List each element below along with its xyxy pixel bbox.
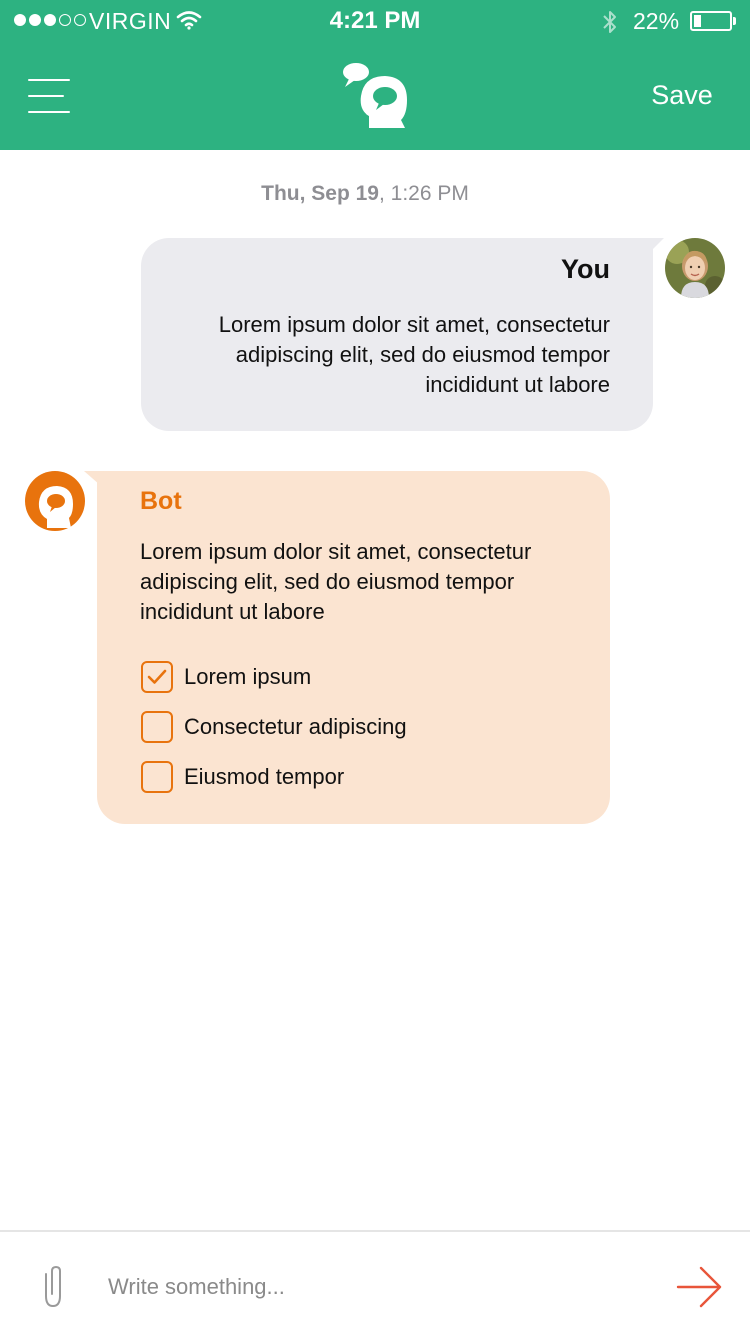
battery-tip [733, 17, 736, 25]
message-input[interactable] [108, 1266, 648, 1308]
menu-line [28, 111, 70, 113]
checkmark-icon [143, 663, 171, 691]
save-button[interactable]: Save [651, 80, 713, 110]
bot-message-bubble [97, 471, 610, 824]
message-text: Lorem ipsum dolor sit amet, consectetur adipiscing elit, sed do eiusmod tempor incididunt ut labore [140, 539, 532, 624]
chat-date-stamp [0, 182, 730, 206]
option-label: Lorem ipsum [184, 664, 312, 689]
menu-line [28, 79, 70, 81]
user-avatar[interactable] [665, 238, 725, 298]
bubble-tail [636, 238, 666, 262]
option-label: Consectetur adipiscing [184, 714, 407, 739]
head-speech-bubble-logo [339, 58, 411, 130]
composer-divider [0, 1230, 750, 1232]
battery-level [694, 15, 701, 27]
option-label: Eiusmod tempor [184, 764, 345, 789]
checkbox-unchecked[interactable] [141, 761, 173, 793]
message-sender: Bot [140, 487, 182, 515]
checkbox-unchecked[interactable] [141, 711, 173, 743]
bluetooth-icon [601, 8, 619, 36]
paperclip-icon[interactable] [36, 1264, 70, 1310]
arrow-right-icon[interactable] [676, 1264, 724, 1310]
user-message-bubble [141, 238, 653, 431]
battery-icon [690, 11, 732, 31]
date-day: Thu, Sep 19 [261, 182, 379, 205]
option-checkbox[interactable] [141, 761, 344, 793]
message-sender: You [561, 254, 610, 284]
option-checkbox[interactable] [141, 711, 407, 743]
status-time: 4:21 PM [329, 7, 421, 34]
checkbox-checked[interactable] [141, 661, 173, 693]
status-bar [0, 0, 750, 44]
bot-avatar-icon [25, 471, 85, 531]
battery-percent: 22% [633, 8, 680, 34]
menu-line [28, 95, 64, 97]
app-header [0, 0, 750, 150]
option-checkbox[interactable] [141, 661, 311, 693]
message-text: Lorem ipsum dolor sit amet, consectetur adipiscing elit, sed do eiusmod tempor incididunt ut labore [218, 312, 610, 397]
hamburger-menu-icon[interactable] [26, 77, 72, 115]
date-time: , 1:26 PM [378, 182, 469, 205]
carrier-name: VIRGIN [89, 8, 172, 34]
user-avatar-image [665, 238, 725, 298]
